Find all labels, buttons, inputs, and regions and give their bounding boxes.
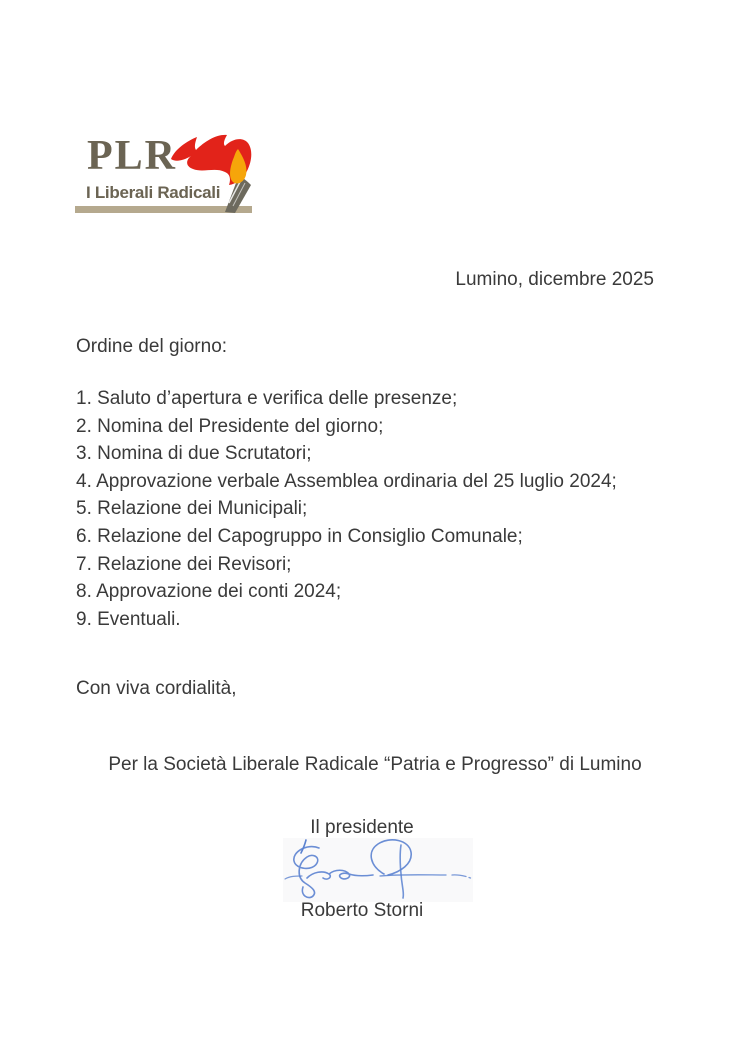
agenda-item: 1. Saluto d’apertura e verifica delle presenze; — [76, 388, 458, 409]
signature-image — [283, 838, 473, 902]
on-behalf-line: Per la Società Liberale Radicale “Patria e Progresso” di Lumino — [108, 754, 642, 775]
signer-name: Roberto Storni — [300, 900, 424, 921]
logo-acronym: PLR — [87, 133, 177, 179]
agenda-item: 4. Approvazione verbale Assemblea ordinaria del 25 luglio 2024; — [76, 470, 617, 492]
dateline: Lumino, dicembre 2025 — [455, 269, 654, 290]
plr-logo — [75, 133, 252, 215]
closing-salutation: Con viva cordialità, — [76, 678, 237, 699]
agenda-item: 2. Nomina del Presidente del giorno; — [76, 415, 384, 437]
agenda-item: 5. Relazione dei Municipali; — [76, 498, 308, 520]
signer-role: Il presidente — [310, 817, 414, 838]
agenda-item: 8. Approvazione dei conti 2024; — [76, 581, 342, 603]
agenda-item: 7. Relazione dei Revisori; — [76, 553, 292, 575]
logo-subtitle: I Liberali Radicali — [86, 183, 221, 202]
agenda-title: Ordine del giorno: — [76, 336, 228, 357]
agenda-item: 6. Relazione del Capogruppo in Consiglio Comunale; — [76, 525, 523, 547]
agenda-item: 3. Nomina di due Scrutatori; — [76, 443, 312, 465]
agenda-list — [76, 385, 710, 633]
agenda-item: 9. Eventuali. — [76, 608, 181, 630]
